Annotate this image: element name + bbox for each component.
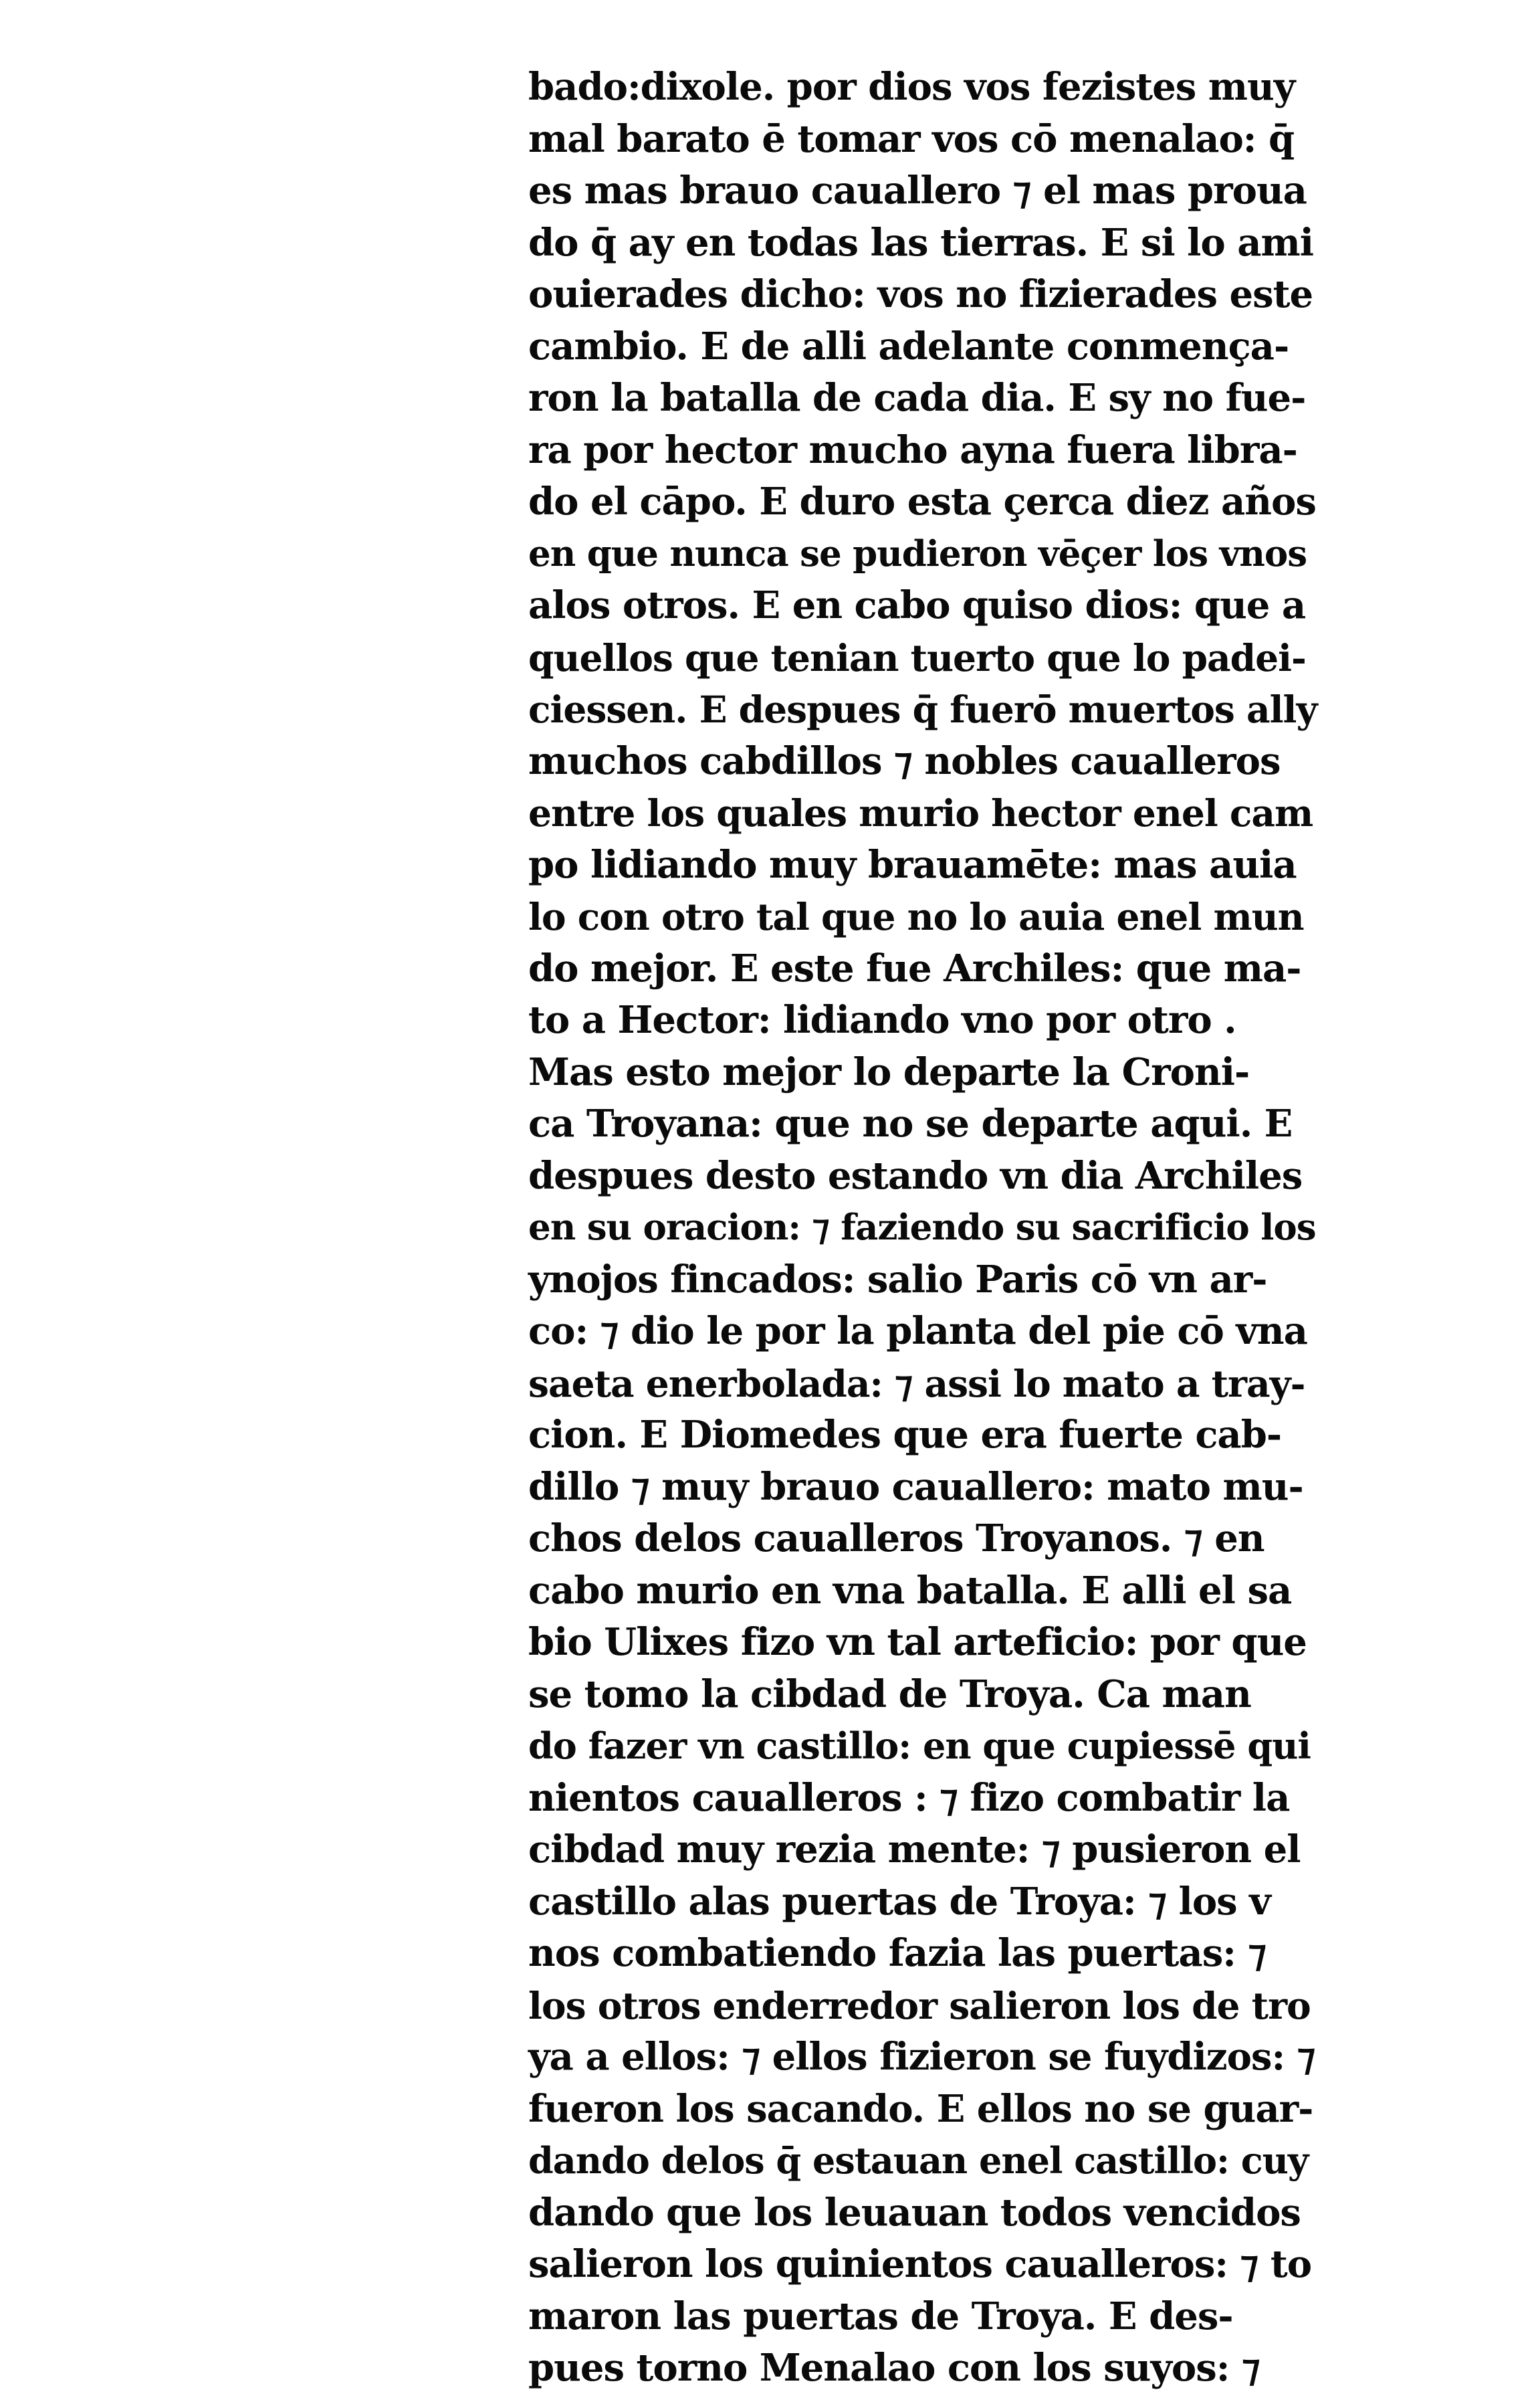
text-line: muchos cabdillos ⁊ nobles caualleros xyxy=(528,738,1281,783)
text-line: Mas esto mejor lo departe la Croni- xyxy=(528,1049,1250,1094)
text-line: dando que los leuauan todos vencidos xyxy=(528,2190,1301,2235)
text-line: en su oracion: ⁊ faziendo su sacrificio los xyxy=(528,1207,1316,1248)
text-line: do q̄ ay en todas las tierras. E si lo ami xyxy=(528,220,1314,265)
text-line: ron la batalla de cada dia. E sy no fue- xyxy=(528,376,1306,420)
text-line: do el cāpo. E duro esta çerca diez años xyxy=(528,480,1316,524)
text-line: ya a ellos: ⁊ ellos fizieron se fuydizos: ⁊ xyxy=(528,2035,1315,2079)
text-line: despues desto estando vn dia Archiles xyxy=(528,1153,1303,1198)
text-line: dando delos q̄ estauan enel castillo: cuy xyxy=(528,2139,1309,2182)
text-line: co: ⁊ dio le por la planta del pie cō vna xyxy=(528,1309,1307,1353)
text-line: entre los quales murio hector enel cam xyxy=(528,791,1313,835)
text-line: pues torno Menalao con los suyos: ⁊ xyxy=(528,2346,1260,2390)
text-line: chos delos caualleros Troyanos. ⁊ en xyxy=(528,1516,1265,1561)
text-line: maron las puertas de Troya. E des- xyxy=(528,2294,1233,2338)
text-line: ca Troyana: que no se departe aqui. E xyxy=(528,1102,1293,1146)
text-line: po lidiando muy brauamēte: mas auia xyxy=(528,842,1297,887)
text-line: los otros enderredor salieron los de tro xyxy=(528,1983,1311,2027)
text-line: to a Hector: lidiando vno por otro . xyxy=(528,998,1236,1042)
text-line: do fazer vn castillo: en que cupiessē qui xyxy=(528,1724,1311,1767)
text-line: bado:dixole. por dios vos fezistes muy xyxy=(528,65,1295,109)
text-line: fueron los sacando. E ellos no se guar- xyxy=(528,2086,1313,2131)
text-column xyxy=(528,62,1317,2395)
text-line: ynojos fincados: salio Paris cō vn ar- xyxy=(528,1257,1267,1302)
text-line: lo con otro tal que no lo auia enel mun xyxy=(528,895,1304,938)
text-line: cion. E Diomedes que era fuerte cab- xyxy=(528,1413,1282,1457)
text-line: alos otros. E en cabo quiso dios: que a xyxy=(528,583,1306,627)
text-line: mal barato ē tomar vos cō menalao: q̄ xyxy=(528,116,1295,161)
text-line: se tomo la cibdad de Troya. Ca man xyxy=(528,1672,1251,1716)
text-line: dillo ⁊ muy brauo cauallero: mato mu- xyxy=(528,1464,1303,1509)
text-line: ra por hector mucho ayna fuera libra- xyxy=(528,427,1297,472)
text-line: cambio. E de alli adelante conmença- xyxy=(528,324,1289,369)
text-line: cabo murio en vna batalla. E alli el sa xyxy=(528,1568,1292,1613)
text-line: saeta enerbolada: ⁊ assi lo mato a tray- xyxy=(528,1361,1305,1405)
text-line: ouierades dicho: vos no fizierades este xyxy=(528,272,1313,316)
text-line: bio Ulixes fizo vn tal arteficio: por que xyxy=(528,1620,1307,1664)
text-line: do mejor. E este fue Archiles: que ma- xyxy=(528,946,1301,991)
text-line: ciessen. E despues q̄ fuerō muertos ally xyxy=(528,688,1317,731)
text-line: cibdad muy rezia mente: ⁊ pusieron el xyxy=(528,1827,1301,1872)
text-line: nos combatiendo fazia las puertas: ⁊ xyxy=(528,1931,1267,1975)
text-line: nientos caualleros : ⁊ fizo combatir la xyxy=(528,1775,1290,1820)
text-line: quellos que tenian tuerto que lo padei- xyxy=(528,635,1306,680)
text-line: en que nunca se pudieron vēçer los vnos xyxy=(528,532,1307,575)
text-line: salieron los quinientos caualleros: ⁊ to xyxy=(528,2242,1312,2286)
text-line: es mas brauo cauallero ⁊ el mas proua xyxy=(528,169,1307,213)
text-line: castillo alas puertas de Troya: ⁊ los v xyxy=(528,1879,1271,1924)
